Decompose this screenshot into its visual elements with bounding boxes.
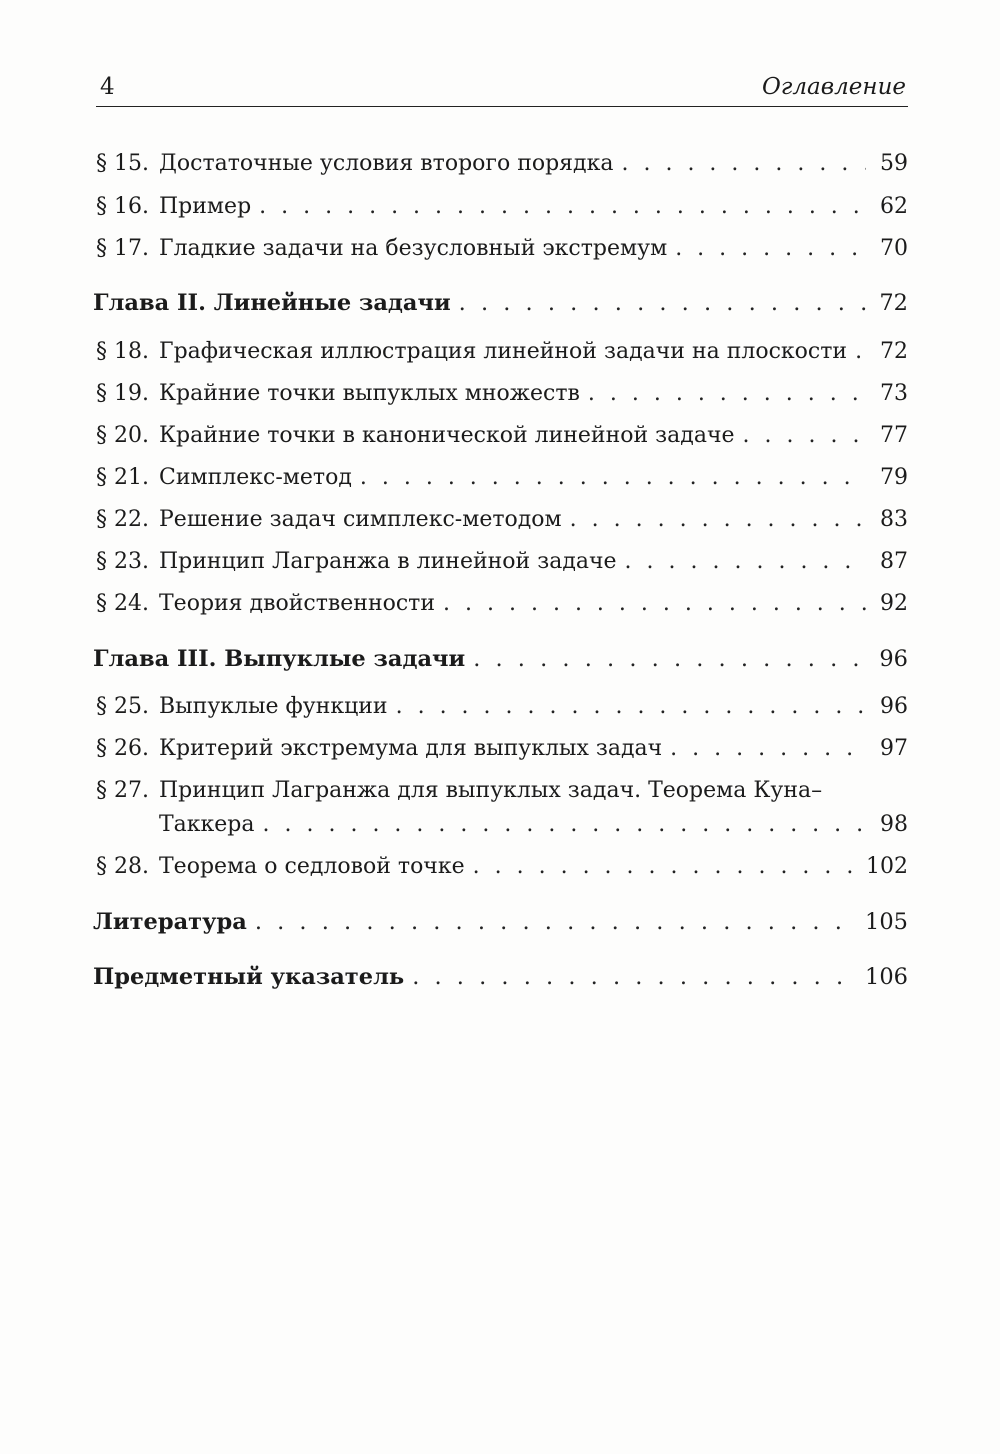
page-ref: 73 — [880, 381, 908, 406]
section-title: Теорема о седловой точке — [159, 854, 465, 879]
toc-chapter-3[interactable] — [93, 645, 908, 673]
page-ref: 79 — [880, 465, 908, 490]
section-number: § 19. — [96, 381, 149, 406]
section-title: Принцип Лагранжа в линейной задаче — [159, 549, 617, 574]
page-ref: 72 — [880, 339, 908, 364]
running-title: Оглавление — [761, 74, 906, 100]
chapter-title: Глава III. Выпуклые задачи — [93, 646, 466, 672]
dot-leader — [360, 464, 866, 492]
section-title: Крайние точки выпуклых множеств — [159, 381, 580, 406]
chapter-title: Литература — [93, 909, 247, 935]
dot-leader — [855, 338, 866, 366]
page-ref: 97 — [880, 736, 908, 761]
toc-entry-s26[interactable] — [93, 735, 908, 763]
page-ref: 105 — [865, 909, 908, 935]
dot-leader — [670, 735, 866, 763]
section-number: § 21. — [96, 465, 149, 490]
dot-leader — [473, 853, 854, 881]
section-number: § 27. — [96, 778, 149, 803]
dot-leader — [259, 193, 866, 221]
page-ref: 72 — [879, 290, 908, 316]
section-title: Решение задач симплекс-методом — [159, 507, 562, 532]
section-number: § 24. — [96, 591, 149, 616]
section-number: § 16. — [96, 194, 149, 219]
page-ref: 102 — [866, 854, 908, 879]
section-title: Крайние точки в канонической линейной задаче — [159, 423, 735, 448]
section-number: § 18. — [96, 339, 149, 364]
page-ref: 87 — [880, 549, 908, 574]
section-number: § 17. — [96, 236, 149, 261]
page-header — [96, 68, 908, 107]
page-ref: 59 — [880, 151, 908, 176]
toc-entry-s23[interactable] — [93, 548, 908, 576]
dot-leader — [743, 422, 866, 450]
page-ref: 98 — [880, 812, 908, 837]
section-title: Выпуклые функции — [159, 694, 388, 719]
dot-leader — [412, 963, 853, 991]
chapter-title: Предметный указатель — [93, 964, 405, 990]
section-title: Симплекс-метод — [159, 465, 352, 490]
toc-entry-s22[interactable] — [93, 506, 908, 534]
toc-entry-s19[interactable] — [93, 380, 908, 408]
dot-leader — [473, 645, 866, 673]
section-number: § 26. — [96, 736, 149, 761]
dot-leader — [570, 506, 866, 534]
dot-leader — [459, 289, 866, 317]
page-ref: 77 — [880, 423, 908, 448]
page-number: 4 — [100, 74, 115, 100]
dot-leader — [263, 811, 866, 839]
toc-literature[interactable] — [93, 908, 908, 936]
section-title: Гладкие задачи на безусловный экстремум — [159, 236, 668, 261]
section-number: § 25. — [96, 694, 149, 719]
toc-subject-index[interactable] — [93, 963, 908, 991]
toc-entry-s15[interactable] — [93, 150, 908, 178]
toc-entry-s27[interactable] — [93, 777, 908, 805]
section-number: § 20. — [96, 423, 149, 448]
dot-leader — [396, 693, 866, 721]
toc-entry-s25[interactable] — [93, 693, 908, 721]
section-title: Пример — [159, 194, 252, 219]
toc-chapter-2[interactable] — [93, 289, 908, 317]
toc-entry-s17[interactable] — [93, 235, 908, 263]
toc-entry-s18[interactable] — [93, 338, 908, 366]
toc-entry-s21[interactable] — [93, 464, 908, 492]
dot-leader — [675, 235, 866, 263]
dot-leader — [443, 590, 866, 618]
page-ref: 96 — [879, 646, 908, 672]
toc-entry-s27-continuation[interactable] — [93, 811, 908, 839]
dot-leader — [588, 380, 866, 408]
page-ref: 92 — [880, 591, 908, 616]
page-ref: 96 — [880, 694, 908, 719]
dot-leader — [625, 548, 866, 576]
section-title-line2: Таккера — [159, 812, 255, 837]
page-ref: 106 — [865, 964, 908, 990]
dot-leader — [255, 908, 853, 936]
page-ref: 83 — [880, 507, 908, 532]
section-title: Графическая иллюстрация линейной задачи на плоскости — [159, 339, 848, 364]
page-ref: 70 — [880, 236, 908, 261]
section-number: § 15. — [96, 151, 149, 176]
section-title: Критерий экстремума для выпуклых задач — [159, 736, 663, 761]
toc-entry-s16[interactable] — [93, 193, 908, 221]
section-number: § 28. — [96, 854, 149, 879]
dot-leader — [621, 150, 866, 178]
section-number: § 22. — [96, 507, 149, 532]
chapter-title: Глава II. Линейные задачи — [93, 290, 451, 316]
page-ref: 62 — [880, 194, 908, 219]
section-title: Достаточные условия второго порядка — [159, 151, 614, 176]
section-title-line1: Принцип Лагранжа для выпуклых задач. Теорема Куна– — [159, 778, 823, 803]
toc-entry-s24[interactable] — [93, 590, 908, 618]
toc-entry-s28[interactable] — [93, 853, 908, 881]
section-number: § 23. — [96, 549, 149, 574]
section-title: Теория двойственности — [159, 591, 436, 616]
toc-entry-s20[interactable] — [93, 422, 908, 450]
